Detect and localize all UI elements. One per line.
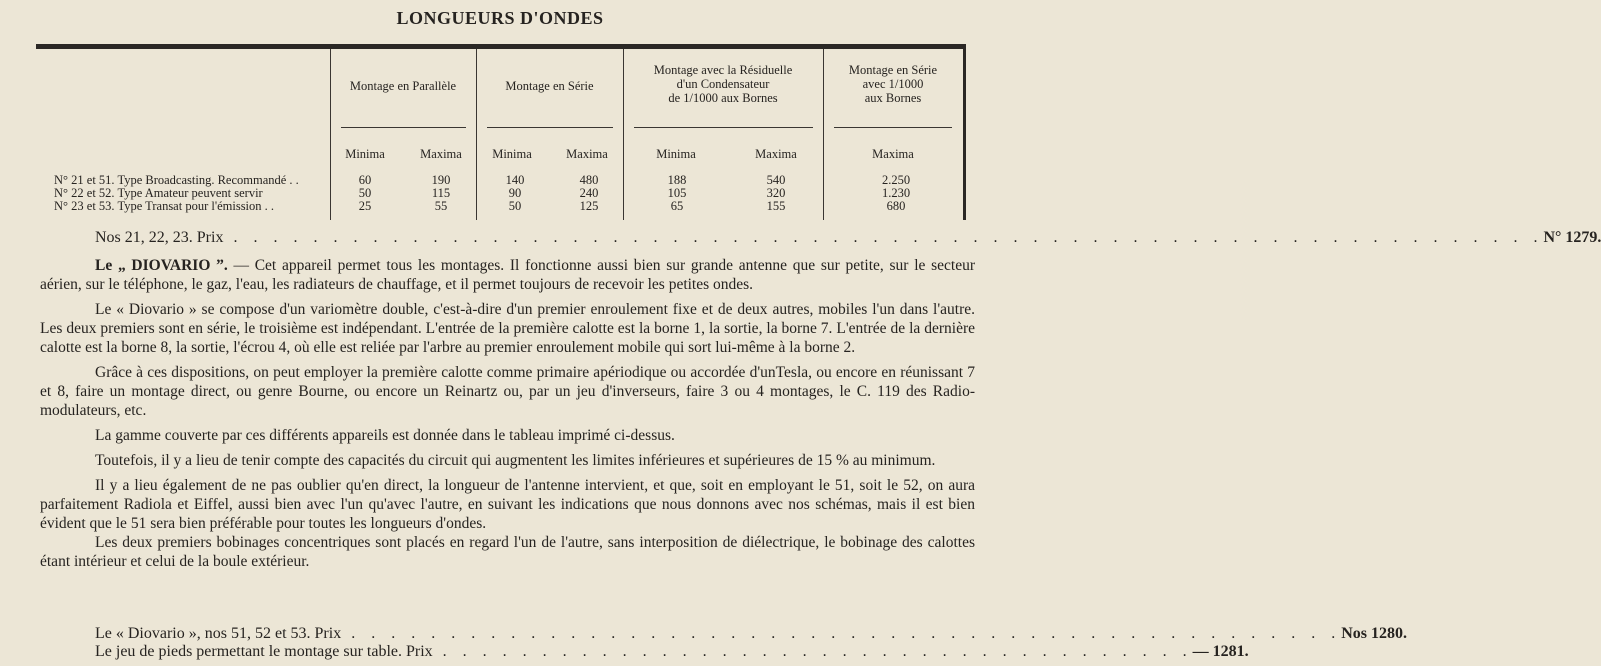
header-serie: Montage en Série [505,79,594,93]
table-cell: 65 [670,199,684,213]
table-cell: 155 [766,199,786,213]
subheader-maxima: Maxima [420,147,462,161]
description-body [40,256,975,577]
subheader-maxima: Maxima [566,147,608,161]
page-title: LONGUEURS D'ONDES [396,8,604,28]
table-cell: 125 [579,199,599,213]
paragraph: Toutefois, il y a lieu de tenir compte des capacités du circuit qui augmentent les limites inférieures et supérieures de 15 % au minimum. [95,452,936,469]
table-cell: 50 [358,186,372,200]
subheader-minima: Minima [492,147,532,161]
price-label: Le jeu de pieds permettant le montage sur table. Prix [95,643,433,660]
table-cell: 25 [358,199,372,213]
table-row-label: N° 22 et 52. Type Amateur peuvent servir [54,186,263,200]
table-cell: 480 [579,173,599,187]
header-serie-1000: Montage en Série avec 1/1000 aux Bornes [848,63,938,105]
table-cell: 2.250 [881,173,911,187]
table-cell: 1.230 [881,186,911,200]
price-line-1279 [95,228,1601,247]
table-row-label: N° 23 et 53. Type Transat pour l'émission . . [54,199,275,213]
table-cell: 680 [886,199,906,213]
subheader-minima: Minima [345,147,385,161]
table-cell: 60 [358,173,372,187]
paragraph: Les deux premiers bobinages concentriques sont placés en regard l'un de l'autre, sans interposition de diélectrique, le bobinage des calottes étant intérieur et celui de la boule extérieur. [40,534,975,570]
table-cell: 188 [667,173,687,187]
header-parallele: Montage en Parallèle [349,79,457,93]
table-cell: 50 [508,199,522,213]
paragraph: Grâce à ces dispositions, on peut employer la première calotte comme primaire apériodique ou accordée d'unTesla, ou encore en réunissant 7 et 8, faire un montage direct, ou genre Bourne, ou encore un Reinartz ou, par un jeu d'inverseurs, faire 3 ou 4 montages, le C. 119 des Radio-modulateurs, etc. [40,364,975,419]
paragraph: Le « Diovario » se compose d'un variomètre double, c'est-à-dire d'un premier enroulement fixe et de deux autres, mobiles l'un dans l'autre. Les deux premiers sont en série, le troisième est indépendant. L'entrée de la première calotte est la borne 1, la sortie, la borne 7. L'entrée de la dernière calotte est la borne 8, la sortie, l'écrou 4, où elle est reliée par l'arbre au premier enroulement mobile qui sort lui-même à la borne 2. [40,301,975,356]
catalog-reference: — 1281. [1192,643,1249,660]
price-label: Le « Diovario », nos 51, 52 et 53. Prix [95,625,342,642]
paragraph: La gamme couverte par ces différents appareils est donnée dans le tableau imprimé ci-dessus. [95,427,675,444]
table-cell: 115 [431,186,451,200]
table-row-label: N° 21 et 51. Type Broadcasting. Recommandé . . [54,173,299,187]
header-residuelle: Montage avec la Résiduelle d'un Condensateur de 1/1000 aux Bornes [653,63,793,105]
subheader-maxima: Maxima [755,147,797,161]
price-line-1280 [95,624,1407,643]
table-cell: 240 [579,186,599,200]
table-cell: 105 [667,186,687,200]
table-cell: 540 [766,173,786,187]
table-cell: 55 [434,199,448,213]
wavelength-table [36,44,966,220]
product-name: Le „ DIOVARIO ”. [95,257,228,274]
table-cell: 320 [766,186,786,200]
table-cell: 140 [505,173,525,187]
leader-dots: . . . . . . . . . . . . . . . . . . . . . . . . . . . . . . . . . . . . . . . . . . . . . . . . . . [341,625,1342,642]
paragraph: Le „ DIOVARIO ”. — Cet appareil permet tous les montages. Il fonctionne aussi bien sur grande antenne que sur petite, sur le secteur aérien, sur le téléphone, le gaz, l'eau, les radiateurs de chauffage, et il permet toujours de recevoir les petites ondes. [40,257,975,293]
price-label: Nos 21, 22, 23. Prix [95,229,224,246]
table-cell: 90 [508,186,522,200]
leader-dots: . . . . . . . . . . . . . . . . . . . . . . . . . . . . . . . . . . . . . . . . . . . . . . . . . . . . . . . . . . . . . . . . . . [223,229,1544,246]
subheader-minima: Minima [656,147,696,161]
catalog-reference: Nos 1280. [1341,625,1407,642]
catalog-reference: N° 1279. [1543,229,1601,246]
leader-dots: . . . . . . . . . . . . . . . . . . . . . . . . . . . . . . . . . . . . . . [432,643,1193,660]
price-line-1281 [95,642,1249,661]
table-cell: 190 [431,173,451,187]
paragraph: Il y a lieu également de ne pas oublier qu'en direct, la longueur de l'antenne intervient, et que, soit en employant le 51, soit le 52, on aura parfaitement Radiola et Eiffel, aussi bien avec l'un qu'avec l'autre, en suivant les indications que nous donnons avec nos schémas, mais il est bien évident que le 51 sera bien préférable pour toutes les longueurs d'ondes. [40,477,975,532]
subheader-maxima: Maxima [872,147,914,161]
